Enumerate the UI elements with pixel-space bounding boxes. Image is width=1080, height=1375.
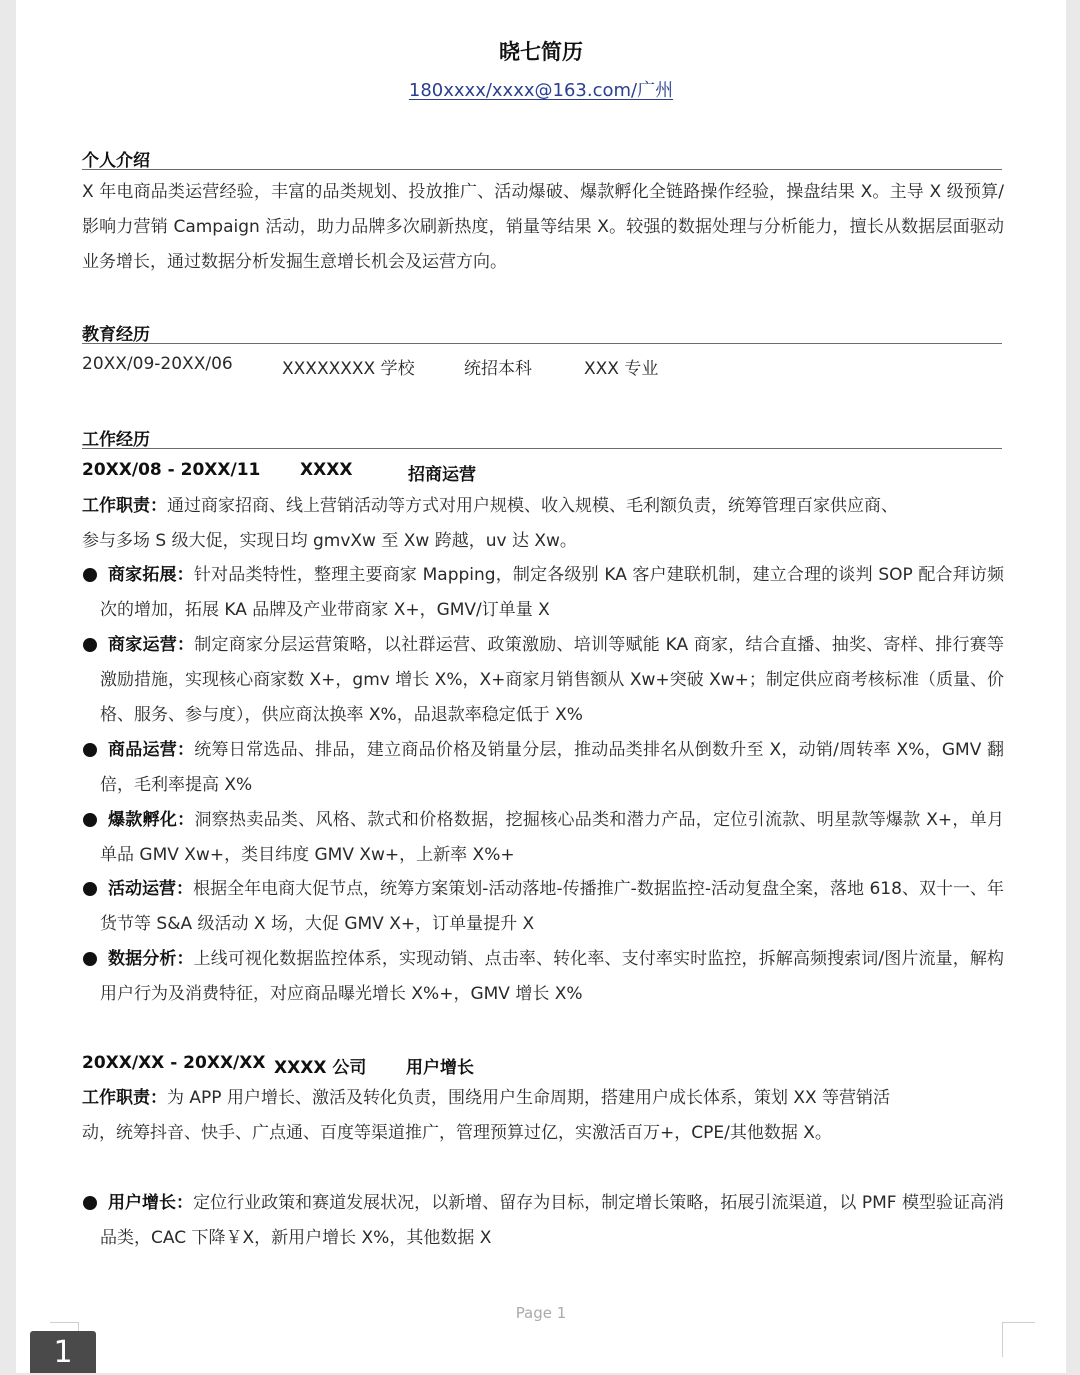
bullet-text: 统筹日常选品、排品，建立商品价格及销量分层，推动品类排名从倒数升至 X，动销/周转率 X%，GMV 翻倍，毛利率提高 X%: [100, 740, 1005, 795]
list-item: [82, 872, 1004, 942]
job-duty: [82, 1081, 902, 1151]
bullet-label: 商品运营：: [108, 740, 195, 760]
bullet-text: 针对品类特性，整理主要商家 Mapping，制定各级别 KA 客户建联机制，建立合理的谈判 SOP 配合拜访频次的增加，拓展 KA 品牌及产业带商家 X+，GMV/订单量 X: [100, 565, 1005, 620]
bullet-text: 洞察热卖品类、风格、款式和价格数据，挖掘核心品类和潜力产品，定位引流款、明星款等爆款 X+，单月单品 GMV Xw+，类目纬度 GMV Xw+，上新率 X%+: [100, 810, 1005, 865]
bullet-text: 根据全年电商大促节点，统筹方案策划-活动落地-传播推广-数据监控-活动复盘全案，落地 618、双十一、年货节等 S&A 级活动 X 场，大促 GMV X+，订单量提升 X: [100, 879, 1005, 934]
list-item: [82, 1186, 1004, 1256]
education-period: 20XX/09-20XX/06: [82, 354, 233, 374]
bullet-label: 商家拓展：: [108, 565, 194, 585]
bullet-icon: [83, 882, 97, 896]
bullet-label: 数据分析：: [108, 949, 194, 969]
page-number-badge[interactable]: 1: [30, 1331, 96, 1373]
bullet-icon: [83, 638, 97, 652]
bullet-icon: [83, 568, 97, 582]
resume-name: 晓七简历: [499, 40, 583, 64]
duty-label: 工作职责：: [82, 1088, 167, 1108]
bullet-text: 上线可视化数据监控体系，实现动销、点击率、转化率、支付率实时监控，拆解高频搜索词/图片流量，解构用户行为及消费特征，对应商品曝光增长 X%+，GMV 增长 X%: [100, 949, 1004, 1004]
list-item: [82, 558, 1004, 628]
bullet-icon: [83, 1196, 97, 1210]
bullet-label: 用户增长：: [108, 1193, 194, 1213]
bullet-icon: [83, 813, 97, 827]
duty-text: 为 APP 用户增长、激活及转化负责，围绕用户生命周期，搭建用户成长体系，策划 XX 等营销活动，统筹抖音、快手、广点通、百度等渠道推广，管理预算过亿，实激活百万+，CPE/其他数据 X。: [82, 1088, 891, 1143]
page-corner-mark: [1002, 1322, 1035, 1357]
bullet-label: 活动运营：: [108, 879, 194, 899]
contact-text[interactable]: 180xxxx/xxxx@163.com/广州: [408, 80, 674, 101]
resume-page: [16, 0, 1066, 1373]
job-role: 招商运营: [408, 465, 476, 485]
contact-link[interactable]: [16, 76, 1066, 102]
intro-text: X 年电商品类运营经验，丰富的品类规划、投放推广、活动爆破、爆款孵化全链路操作经验，操盘结果 X。主导 X 级预算/影响力营销 Campaign 活动，助力品牌多次刷新热度，销量等结果 X。较强的数据处理与分析能力，擅长从数据层面驱动业务增长，通过数据分析发掘生意增长机会及运营方向。: [82, 182, 1004, 272]
section-title-intro: 个人介绍: [82, 146, 1002, 170]
bullet-icon: [83, 743, 97, 757]
duty-label: 工作职责：: [82, 496, 167, 516]
job-duty: [82, 489, 902, 559]
list-item: [82, 942, 1004, 1012]
page-footer: Page 1: [515, 1304, 567, 1322]
job-period: 20XX/08 - 20XX/11: [82, 460, 261, 480]
bullet-text: 制定商家分层运营策略，以社群运营、政策激励、培训等赋能 KA 商家，结合直播、抽奖、寄样、排行赛等激励措施，实现核心商家数 X+，gmv 增长 X%，X+商家月销售额从 Xw+突破 Xw+；制定供应商考核标准（质量、价格、服务、参与度），供应商汰换率 X%，品退款率稳定低于 X%: [100, 635, 1004, 725]
bullet-icon: [83, 952, 97, 966]
education-major: XXX 专业: [584, 359, 659, 379]
bullet-label: 商家运营：: [108, 635, 195, 655]
bullet-text: 定位行业政策和赛道发展状况，以新增、留存为目标，制定增长策略，拓展引流渠道，以 PMF 模型验证高消品类，CAC 下降￥X，新用户增长 X%，其他数据 X: [100, 1193, 1005, 1248]
job-period: 20XX/XX - 20XX/XX: [82, 1053, 266, 1073]
education-degree: 统招本科: [464, 359, 532, 379]
section-title-education: 教育经历: [82, 320, 1002, 344]
education-school: XXXXXXXX 学校: [282, 359, 415, 379]
duty-text: 通过商家招商、线上营销活动等方式对用户规模、收入规模、毛利额负责，统筹管理百家供应商、参与多场 S 级大促，实现日均 gmvXw 至 Xw 跨越，uv 达 Xw。: [82, 496, 898, 551]
list-item: [82, 628, 1004, 733]
job-company: XXXX 公司: [274, 1058, 367, 1078]
list-item: [82, 803, 1004, 873]
bullet-label: 爆款孵化：: [108, 810, 195, 830]
job-role: 用户增长: [406, 1058, 474, 1078]
section-title-work: 工作经历: [82, 425, 1002, 449]
job-company: XXXX: [300, 460, 353, 480]
list-item: [82, 733, 1004, 803]
